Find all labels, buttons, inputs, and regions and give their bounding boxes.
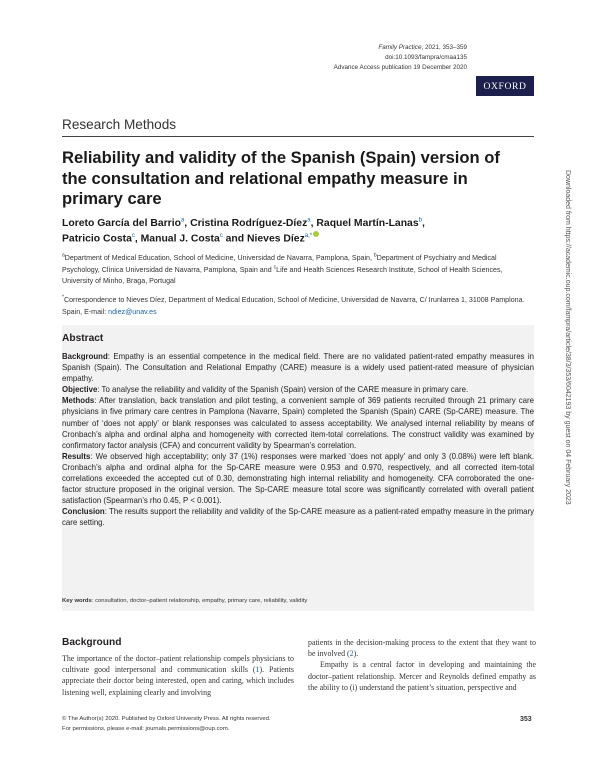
abstract-body <box>62 351 534 529</box>
permissions-line: For permissions, please e-mail: journals.permissions@oup.com. <box>62 726 230 733</box>
abstract-objective-text: : To analyse the reliability and validity of the Spanish (Spain) version of the CARE measure in primary care. <box>97 385 469 395</box>
correspondence-marker: * <box>62 294 64 301</box>
abstract-heading: Abstract <box>62 333 104 344</box>
section-label: Research Methods <box>62 117 177 132</box>
author-affiliation-marker[interactable]: c <box>219 233 223 240</box>
author-name[interactable]: Cristina Rodríguez-Díez <box>190 218 308 229</box>
orcid-icon[interactable] <box>313 231 319 237</box>
author-separator: , <box>134 233 141 245</box>
journal-doi[interactable]: doi:10.1093/fampra/cmaa135 <box>385 54 467 61</box>
author-affiliation-marker[interactable]: a,* <box>304 233 313 240</box>
correspondence <box>62 295 534 318</box>
journal-name: Family Practice <box>378 44 422 51</box>
keywords <box>62 598 534 604</box>
copyright-line: © The Author(s) 2020. Published by Oxford University Press. All rights reserved. <box>62 716 271 722</box>
author-name[interactable]: Loreto García del Barrio <box>62 218 181 229</box>
journal-citation: , 2021, 353–359 <box>421 44 467 51</box>
affiliation-a: Department of Medical Education, School of Medicine, Universidad de Navarra, Pamplona, Spain, <box>64 254 374 262</box>
abstract-background <box>62 351 534 384</box>
download-watermark: Downloaded from https://academic.oup.com/fampra/article/38/3/353/6042193 by guest on 04 February 2023 <box>564 170 571 505</box>
advance-access: Advance Access publication 19 December 2020 <box>333 64 467 71</box>
copyright-footer <box>62 714 271 735</box>
abstract-methods <box>62 395 534 450</box>
abstract-background-text: : Empathy is an essential competence in the medical field. There are no validated patient-rated empathy measures in Spanish (Spain). The Consultation and Relational Empathy (CARE) measure is a widely used patient-rated measure of physician empathy. <box>62 352 534 384</box>
correspondence-text: Correspondence to Nieves Díez, Department of Medical Education, School of Medicine, Universidad de Navarra, C/ Irunlarrea 1, 31008 Pamplona. Spain, E-mail: <box>62 296 525 316</box>
author-separator: , <box>184 218 191 229</box>
article-title: Reliability and validity of the Spanish (Spain) version of the consultation and relational empathy measure in primary care <box>62 148 500 208</box>
abstract-objective <box>62 384 534 395</box>
affiliation-marker-b: b <box>373 252 377 259</box>
author-separator: , <box>421 218 425 229</box>
author-name[interactable]: Nieves Díez <box>247 233 305 245</box>
affiliations <box>62 253 534 288</box>
body-paragraph: Empathy is a central factor in developing and maintaining the doctor–patient relationship. Mercer and Reynolds defined empathy as the ability to (i) understand the patient’s situation, perspective and <box>308 660 536 692</box>
author-separator: , <box>310 218 317 229</box>
body-paragraph <box>308 637 536 659</box>
correspondence-email[interactable]: ndiez@unav.es <box>108 307 157 316</box>
body-column-left <box>62 637 294 698</box>
affiliation-marker-a: a <box>62 252 65 259</box>
affiliation-b: Department of Psychiatry and Medical Psychology, Clínica Universidad de Navarra, Pamplona, Spain and <box>62 254 497 274</box>
author-affiliation-marker[interactable]: a <box>307 217 311 224</box>
body-text-run: patients in the decision-making process to the extent that they want to be involved ( <box>308 638 536 659</box>
author-affiliation-marker[interactable]: c <box>131 233 135 240</box>
journal-info <box>334 43 467 73</box>
body-paragraph <box>62 653 294 698</box>
abstract-methods-label: Methods <box>62 396 95 406</box>
author-name[interactable]: Raquel Martín-Lanas <box>316 218 419 229</box>
author-affiliation-marker[interactable]: b <box>418 217 422 224</box>
body-column-right <box>308 637 536 693</box>
abstract-background-label: Background <box>62 352 108 361</box>
author-list <box>62 217 532 247</box>
background-heading: Background <box>62 637 122 648</box>
abstract-objective-label: Objective <box>62 385 98 395</box>
author-affiliation-marker[interactable]: a <box>180 217 185 224</box>
reference-link[interactable]: 2 <box>349 649 354 659</box>
body-text-run: ). Patients appreciate their doctor being interested, open and caring, which includes listening well, explaining clearly and involving <box>62 665 295 697</box>
oxford-logo: OXFORD <box>476 76 534 96</box>
abstract-conclusion <box>62 506 534 528</box>
affiliation-marker-c: c <box>273 264 277 271</box>
affiliation-c: Life and Health Sciences Research Institute, School of Health Sciences, University of Minho, Braga, Portugal <box>62 265 503 286</box>
abstract-results-text: : We observed high acceptability; only 37 (1%) responses were marked ‘does not apply’ and only 3 (0.08%) were left blank. Cronbach’s alpha and ordinal alpha for the Sp-CARE measure were 0.953 and 0.970, respectively, and all corrected item-total correlations exceeded the accepted cut of 0.30, demonstrating high internal reliability and homogeneity. CFA corroborated the one-factor structure proposed in the original version. The Sp-CARE measure total score was significantly correlated with overall patient satisfaction (Spearman’s rho 0.45, P < 0.001). <box>62 451 534 506</box>
abstract-conclusion-text: : The results support the reliability and validity of the Sp-CARE measure as a patient-rated empathy measure in the primary care setting. <box>62 507 534 528</box>
abstract-methods-text: : After translation, back translation and pilot testing, a convenient sample of 369 patients recruited through 21 primary care physicians in five primary care centres in Pamplona (Navarre, Spain) completed the Spanish (Spain) CARE (Sp-CARE) measure. The number of ‘does not apply’ or blank responses was calculated to assess acceptability. We analysed internal reliability by means of Cronbach’s alpha and ordinal alpha and homogeneity with corrected item-total correlations. The construct validity was examined by confirmatory factor analysis (CFA) and concurrent validity by Spearman’s correlation. <box>62 396 534 450</box>
abstract-results <box>62 451 534 506</box>
body-text-run: The importance of the doctor–patient relationship compels physicians to cultivate good interpersonal and communication skills ( <box>62 654 294 675</box>
author-name[interactable]: Patricio Costa <box>62 233 132 245</box>
abstract-conclusion-label: Conclusion <box>62 507 105 517</box>
page-number: 353 <box>520 716 532 723</box>
keywords-label: Key words <box>62 598 92 604</box>
author-separator: and <box>222 233 248 245</box>
body-text-run: ). <box>353 649 359 659</box>
reference-link[interactable]: 1 <box>255 665 260 675</box>
keywords-text: : consultation, doctor–patient relationship, empathy, primary care, reliability, validity <box>91 598 308 604</box>
abstract-results-label: Results <box>62 451 91 461</box>
header-divider <box>62 136 534 137</box>
author-name[interactable]: Manual J. Costa <box>140 233 220 245</box>
